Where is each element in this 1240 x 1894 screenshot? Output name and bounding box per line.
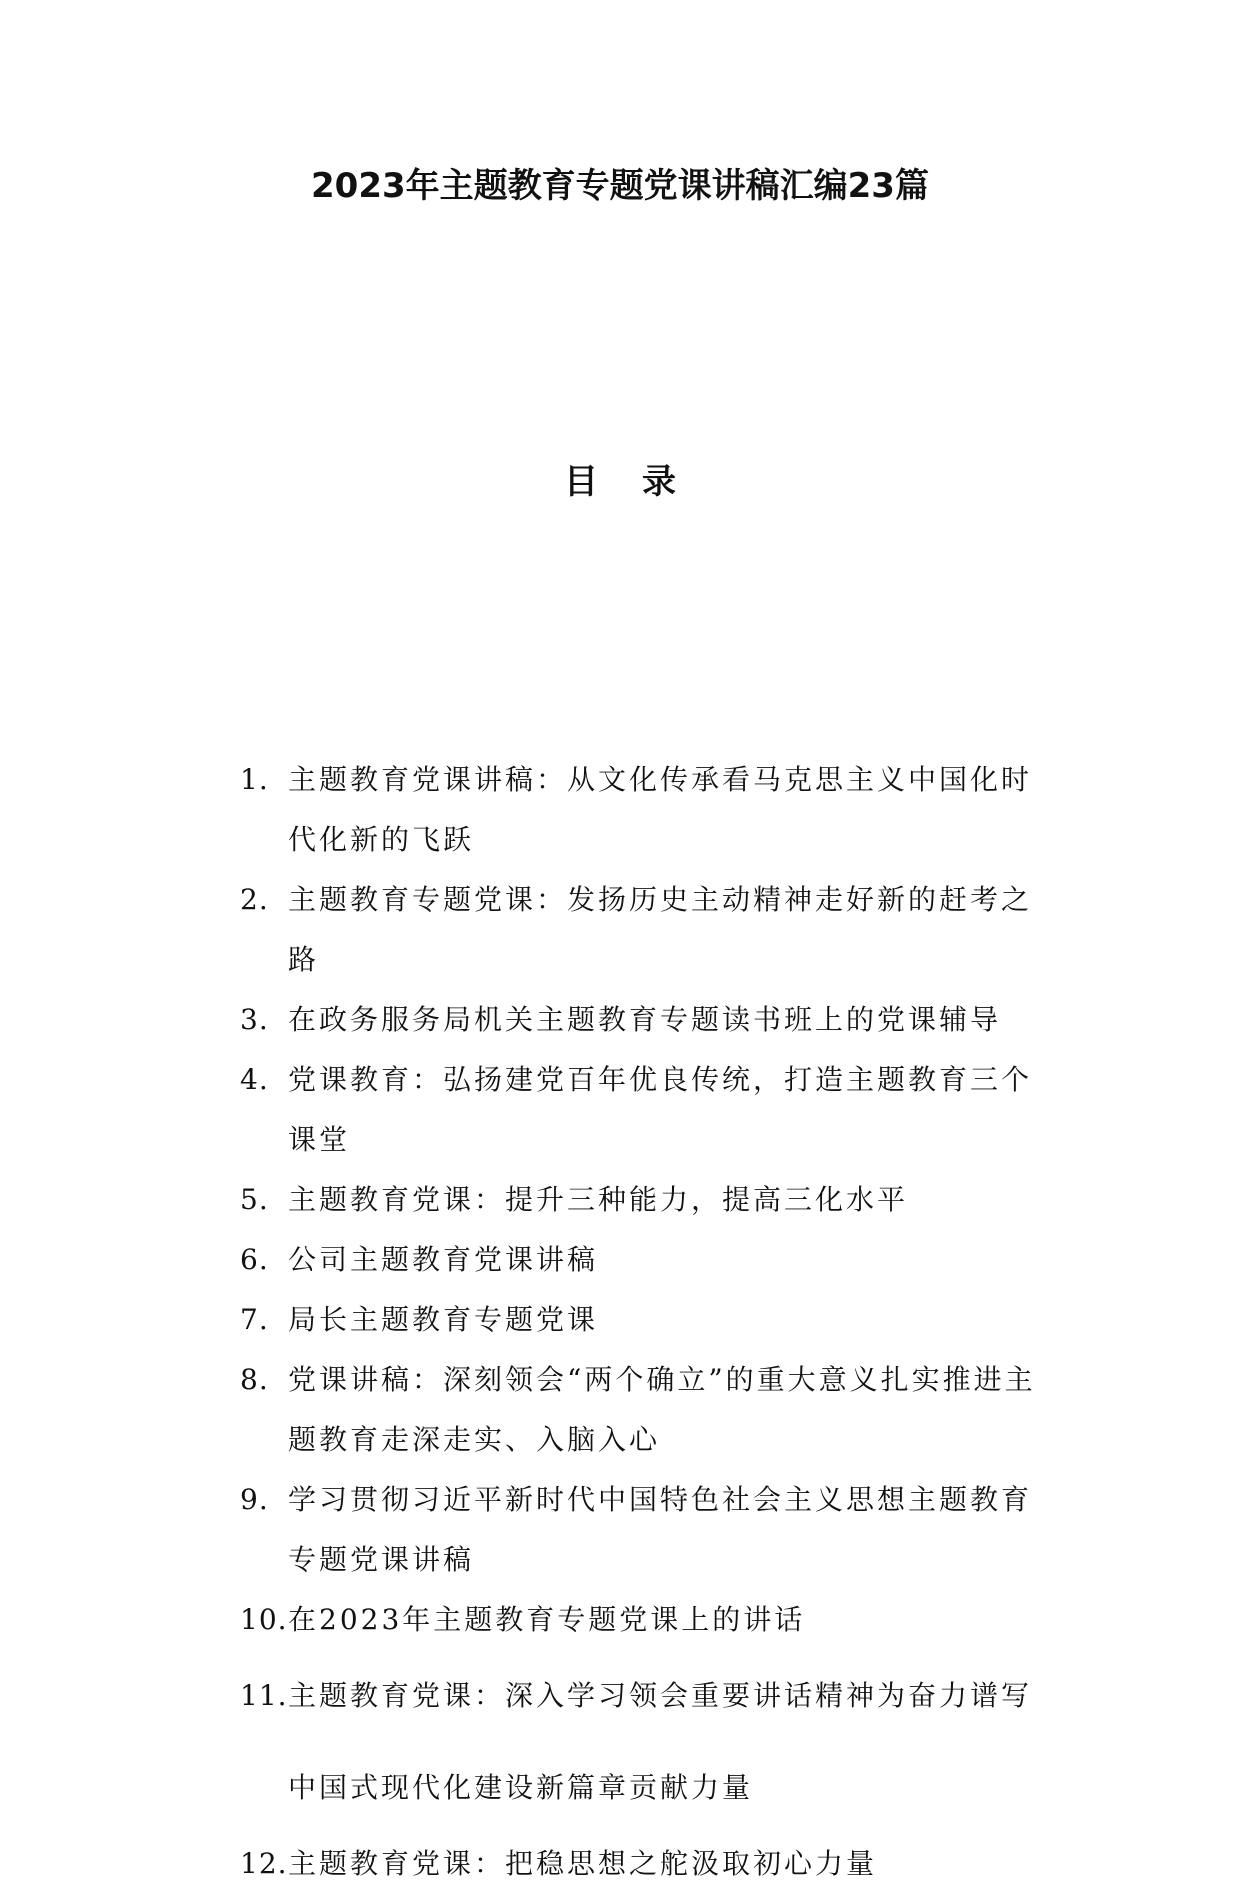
toc-heading-char-2: 录 xyxy=(642,462,676,502)
toc-item[interactable] xyxy=(240,1590,1060,1650)
toc-item-text: 在2023年主题教育专题党课上的讲话 xyxy=(288,1603,806,1636)
toc-item-number: 9. xyxy=(240,1483,269,1516)
toc-item[interactable] xyxy=(240,1050,1060,1170)
toc-item[interactable] xyxy=(240,1350,1060,1470)
toc-item-text: 学习贯彻习近平新时代中国特色社会主义思想主题教育专题党课讲稿 xyxy=(288,1483,1033,1576)
toc-item[interactable] xyxy=(240,1170,1060,1230)
toc-heading-char-1: 目 xyxy=(564,462,598,502)
toc-item[interactable] xyxy=(240,1650,1060,1834)
toc-item-text: 局长主题教育专题党课 xyxy=(288,1303,599,1336)
toc-item-text: 在政务服务局机关主题教育专题读书班上的党课辅导 xyxy=(288,1003,1002,1036)
toc-item-number: 8. xyxy=(240,1363,269,1396)
toc-heading xyxy=(0,454,1240,503)
toc-item-number: 6. xyxy=(240,1243,269,1276)
toc-item-text: 主题教育党课：深入学习领会重要讲话精神为奋力谱写中国式现代化建设新篇章贡献力量 xyxy=(288,1679,1033,1804)
toc-item[interactable] xyxy=(240,1290,1060,1350)
toc-item-number: 3. xyxy=(240,1003,269,1036)
toc-item[interactable] xyxy=(240,1834,1060,1894)
toc-item-number: 1. xyxy=(240,763,269,796)
toc-item[interactable] xyxy=(240,990,1060,1050)
toc-item[interactable] xyxy=(240,750,1060,870)
toc-item-text: 主题教育党课讲稿：从文化传承看马克思主义中国化时代化新的飞跃 xyxy=(288,763,1033,856)
document-title: 2023年主题教育专题党课讲稿汇编23篇 xyxy=(311,166,929,206)
toc-item-number: 5. xyxy=(240,1183,269,1216)
toc-item-text: 主题教育党课：把稳思想之舵汲取初心力量 xyxy=(288,1847,878,1880)
toc-item-text: 主题教育党课：提升三种能力，提高三化水平 xyxy=(288,1183,909,1216)
toc-item[interactable] xyxy=(240,1230,1060,1290)
toc-item[interactable] xyxy=(240,870,1060,990)
toc-item-number: 11. xyxy=(240,1679,288,1712)
toc-item-number: 12. xyxy=(240,1847,288,1880)
toc-item-number: 4. xyxy=(240,1063,269,1096)
toc-item-number: 10. xyxy=(240,1603,288,1636)
toc-item-number: 2. xyxy=(240,883,269,916)
toc-item[interactable] xyxy=(240,1470,1060,1590)
toc-item-text: 党课教育：弘扬建党百年优良传统，打造主题教育三个课堂 xyxy=(288,1063,1033,1156)
toc-item-text: 党课讲稿：深刻领会“两个确立”的重大意义扎实推进主题教育走深走实、入脑入心 xyxy=(288,1363,1036,1456)
toc-item-text: 公司主题教育党课讲稿 xyxy=(288,1243,599,1276)
table-of-contents xyxy=(240,750,1060,1894)
toc-item-text: 主题教育专题党课：发扬历史主动精神走好新的赶考之路 xyxy=(288,883,1033,976)
toc-item-number: 7. xyxy=(240,1303,269,1336)
